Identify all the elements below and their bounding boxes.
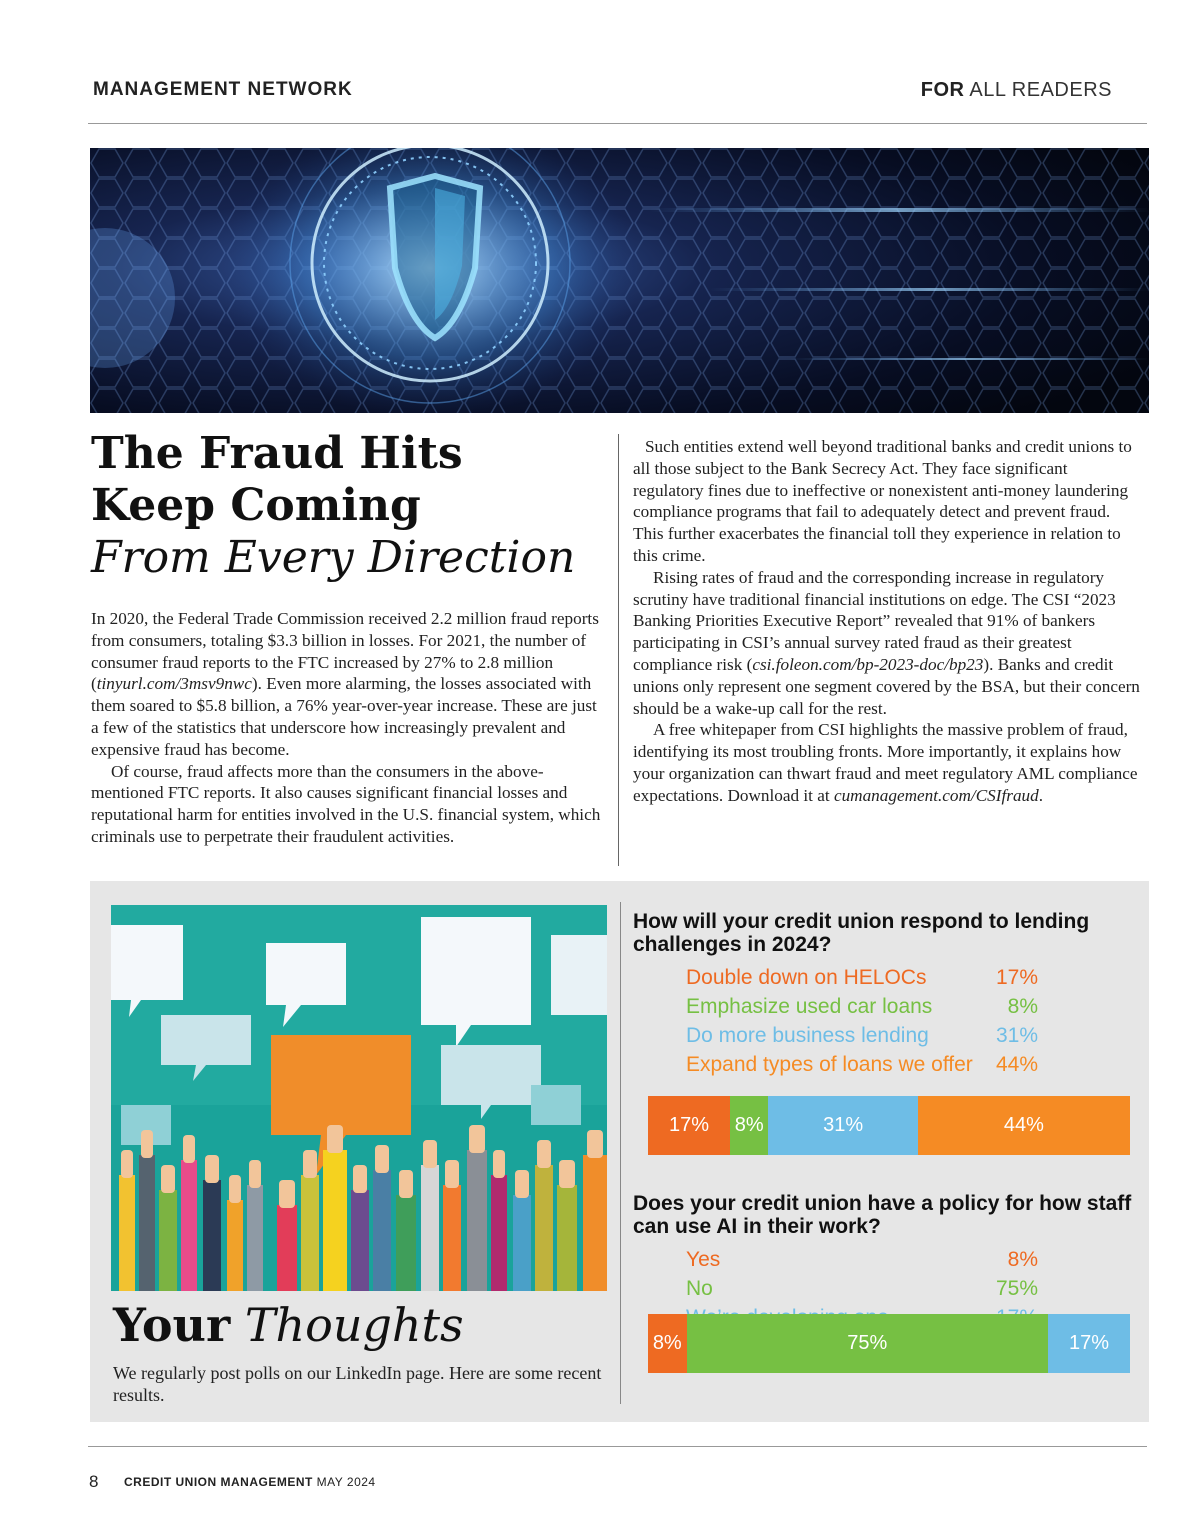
your-thoughts-body: We regularly post polls on our LinkedIn page. Here are some recent results.	[113, 1363, 602, 1405]
header-rule	[88, 123, 1147, 124]
audience-rest: ALL READERS	[969, 79, 1112, 101]
link-csi-fraud[interactable]: cumanagement.com/CSIfraud	[833, 785, 1039, 805]
poll-2-question: Does your credit union have a policy for how staff can use AI in their work?	[633, 1192, 1132, 1238]
text-run: ). Even more alarming, the losses associated with them soared to $5.8 billion, a 76% year-over-year increase. These are just a few of the statistics that underscore how increasingly prevalent and expensive fraud has become.	[91, 674, 597, 759]
poll-option-percent: 17%	[995, 966, 1038, 989]
title-italic: Thoughts	[244, 1298, 464, 1352]
text-run: ). Banks and credit unions only represent one segment covered by the BSA, but their concern should be a wake-up call for the rest.	[633, 654, 1140, 718]
poll-option-percent: 75%	[995, 1277, 1038, 1300]
title-bold: Your	[113, 1298, 231, 1352]
paragraph	[633, 719, 1141, 806]
poll-option-label: No	[686, 1277, 713, 1300]
link-tinyurl[interactable]: tinyurl.com/3msv9nwc	[96, 674, 252, 694]
paragraph: Such entities extend well beyond traditional banks and credit unions to all those subject to the Bank Secrecy Act. They face significant regulatory fines due to ineffective or nonexistent anti-money laundering compliance programs that fail to adequately detect and prevent fraud. This further exacerbates the financial toll they experience in relation to this crime.	[633, 437, 1132, 565]
bar-segment: 44%	[918, 1096, 1130, 1155]
text-run: In 2020, the Federal Trade Commission received 2.2 million fraud reports from consumers, totaling $3.3 billion in losses. For 2021, the number of consumer fraud reports to the FTC increased by 27% to 2.8 million (	[91, 609, 599, 694]
text-run: .	[1038, 785, 1044, 805]
paragraph	[633, 567, 1141, 720]
poll-1-stacked-bar	[648, 1096, 1130, 1155]
hero-illustration	[90, 148, 1149, 413]
article-title	[91, 428, 575, 584]
poll-2-stacked-bar	[648, 1314, 1130, 1373]
title-line-2: Keep Coming	[91, 480, 421, 531]
your-thoughts-title	[113, 1298, 464, 1352]
speech-bubbles-illustration	[111, 905, 607, 1291]
bar-segment: 31%	[768, 1096, 917, 1155]
title-line-3: From Every Direction	[91, 532, 576, 583]
poll-1-question: How will your credit union respond to lending challenges in 2024?	[633, 910, 1090, 956]
poll-option-label: Yes	[686, 1248, 721, 1271]
paragraph: Of course, fraud affects more than the consumers in the above-mentioned FTC reports. It also causes significant financial losses and reputational harm for entities involved in the U.S. financial system, which criminals use to perpetrate their fraudulent activities.	[91, 761, 601, 846]
publication-name: CREDIT UNION MANAGEMENT	[124, 1475, 313, 1489]
page-number: 8	[89, 1472, 99, 1491]
section-label: MANAGEMENT NETWORK	[93, 79, 353, 100]
bar-segment: 8%	[648, 1314, 687, 1373]
article-body-right	[633, 436, 1141, 807]
article-body-left	[91, 608, 604, 848]
text-run: Rising rates of fraud and the corresponding increase in regulatory scrutiny have traditional financial institutions on edge. The CSI “2023 Banking Priorities Executive Report” revealed that 91% of bankers participating in CSI’s annual survey rated fraud as their greatest compliance risk (	[633, 567, 1116, 674]
poll-option-percent: 44%	[995, 1053, 1038, 1076]
hero-image	[90, 148, 1149, 413]
poll-option-label: Expand types of loans we offer	[686, 1053, 973, 1076]
raised-hands-illustration	[111, 905, 607, 1291]
poll-divider	[620, 902, 621, 1404]
poll-option-label: Do more business lending	[686, 1024, 929, 1047]
bar-segment: 8%	[730, 1096, 769, 1155]
bar-segment: 17%	[1048, 1314, 1130, 1373]
publication-line	[124, 1475, 376, 1489]
poll-option-percent: 8%	[1007, 1248, 1038, 1271]
audience-bold: FOR	[920, 79, 965, 101]
text-run: A free whitepaper from CSI highlights the massive problem of fraud, identifying its most troubling fronts. More importantly, it explains how your organization can thwart fraud and meet regulatory AML compliance expectations. Download it at	[633, 720, 1138, 805]
issue-date: MAY 2024	[316, 1475, 376, 1489]
column-divider	[618, 434, 619, 866]
footer-rule	[88, 1446, 1147, 1447]
poll-option-label: Double down on HELOCs	[686, 966, 927, 989]
link-csi-report[interactable]: csi.foleon.com/bp-2023-doc/bp23	[752, 654, 984, 674]
title-line-1: The Fraud Hits	[91, 428, 463, 479]
poll-option-label: Emphasize used car loans	[686, 995, 933, 1018]
poll-option-percent: 8%	[1007, 995, 1038, 1018]
poll-option-percent: 31%	[995, 1024, 1038, 1047]
bar-segment: 75%	[687, 1314, 1049, 1373]
audience-label	[921, 79, 1112, 102]
paragraph	[91, 608, 604, 761]
bar-segment: 17%	[648, 1096, 730, 1155]
